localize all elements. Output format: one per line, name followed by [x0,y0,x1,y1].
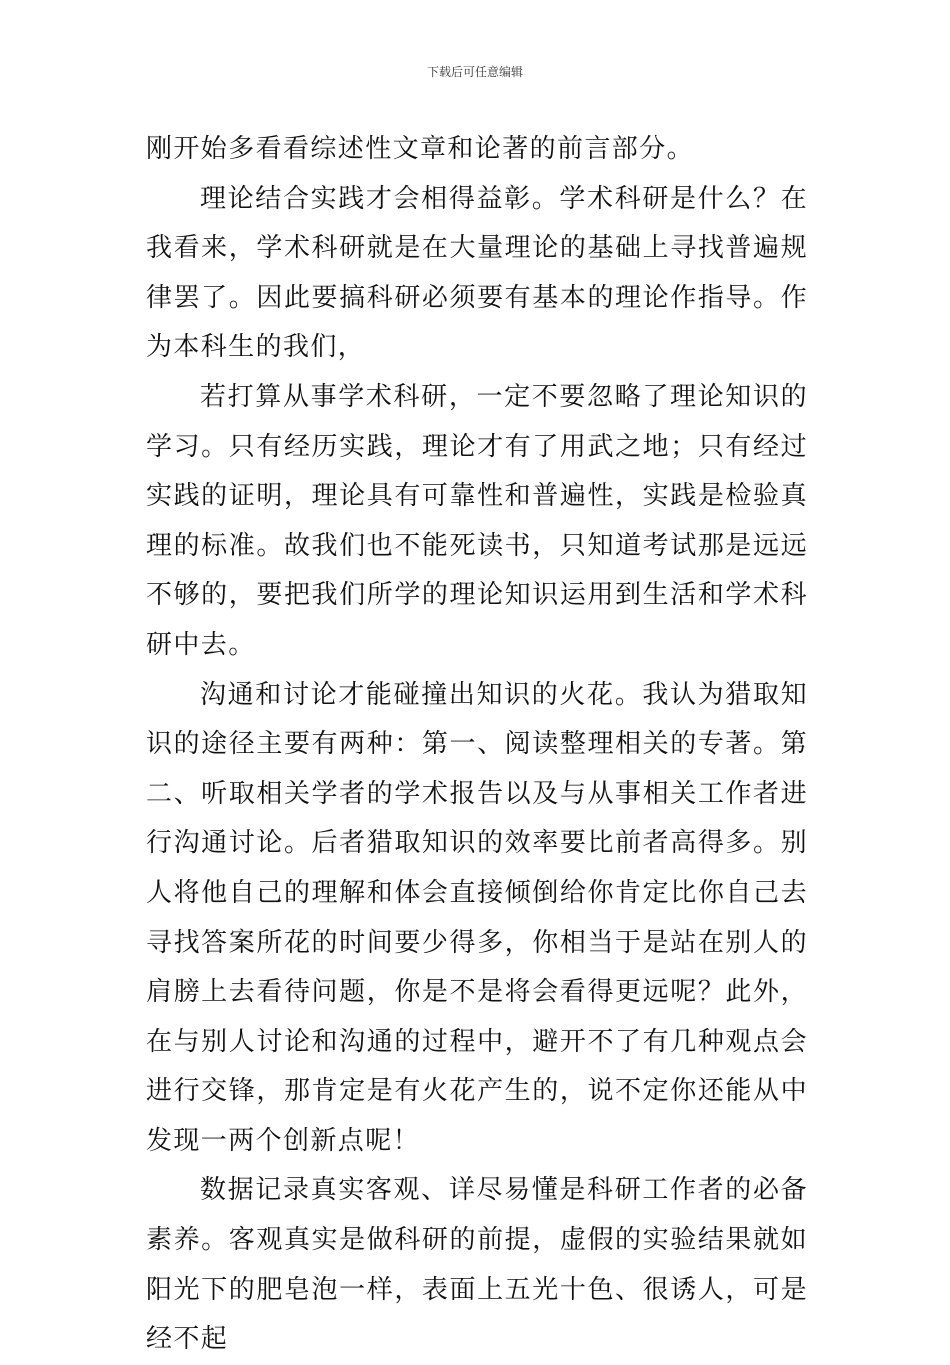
paragraph-2: 理论结合实践才会相得益彰。学术科研是什么？在我看来，学术科研就是在大量理论的基础上寻找普遍规律罢了。因此要搞科研必须要有基本的理论作指导。作为本科生的我们， [146,183,808,363]
page-header: 下载后可任意编辑 [426,65,523,79]
paragraph-3: 若打算从事学术科研，一定不要忽略了理论知识的学习。只有经历实践，理论才有了用武之地；只有经过实践的证明，理论具有可靠性和普遍性，实践是检验真理的标准。故我们也不能死读书，只知道考试那是远远不够的，要把我们所学的理论知识运用到生活和学术科研中去。 [146,381,808,660]
document-body [146,125,808,1365]
paragraph-1: 刚开始多看看综述性文章和论著的前言部分。 [146,134,695,164]
paragraph-4: 沟通和讨论才能碰撞出知识的火花。我认为猎取知识的途径主要有两种：第一、阅读整理相关的专著。第二、听取相关学者的学术报告以及与从事相关工作者进行沟通讨论。后者猎取知识的效率要比前者高得多。别人将他自己的理解和体会直接倾倒给你肯定比你自己去寻找答案所花的时间要少得多，你相当于是站在别人的肩膀上去看待问题，你是不是将会看得更远呢？此外，在与别人讨论和沟通的过程中，避开不了有几种观点会进行交锋，那肯定是有火花产生的，说不定你还能从中发现一两个创新点呢！ [146,679,808,1156]
paragraph-5: 数据记录真实客观、详尽易懂是科研工作者的必备素养。客观真实是做科研的前提，虚假的实验结果就如阳光下的肥皂泡一样，表面上五光十色、很诱人，可是经不起 [146,1175,808,1355]
